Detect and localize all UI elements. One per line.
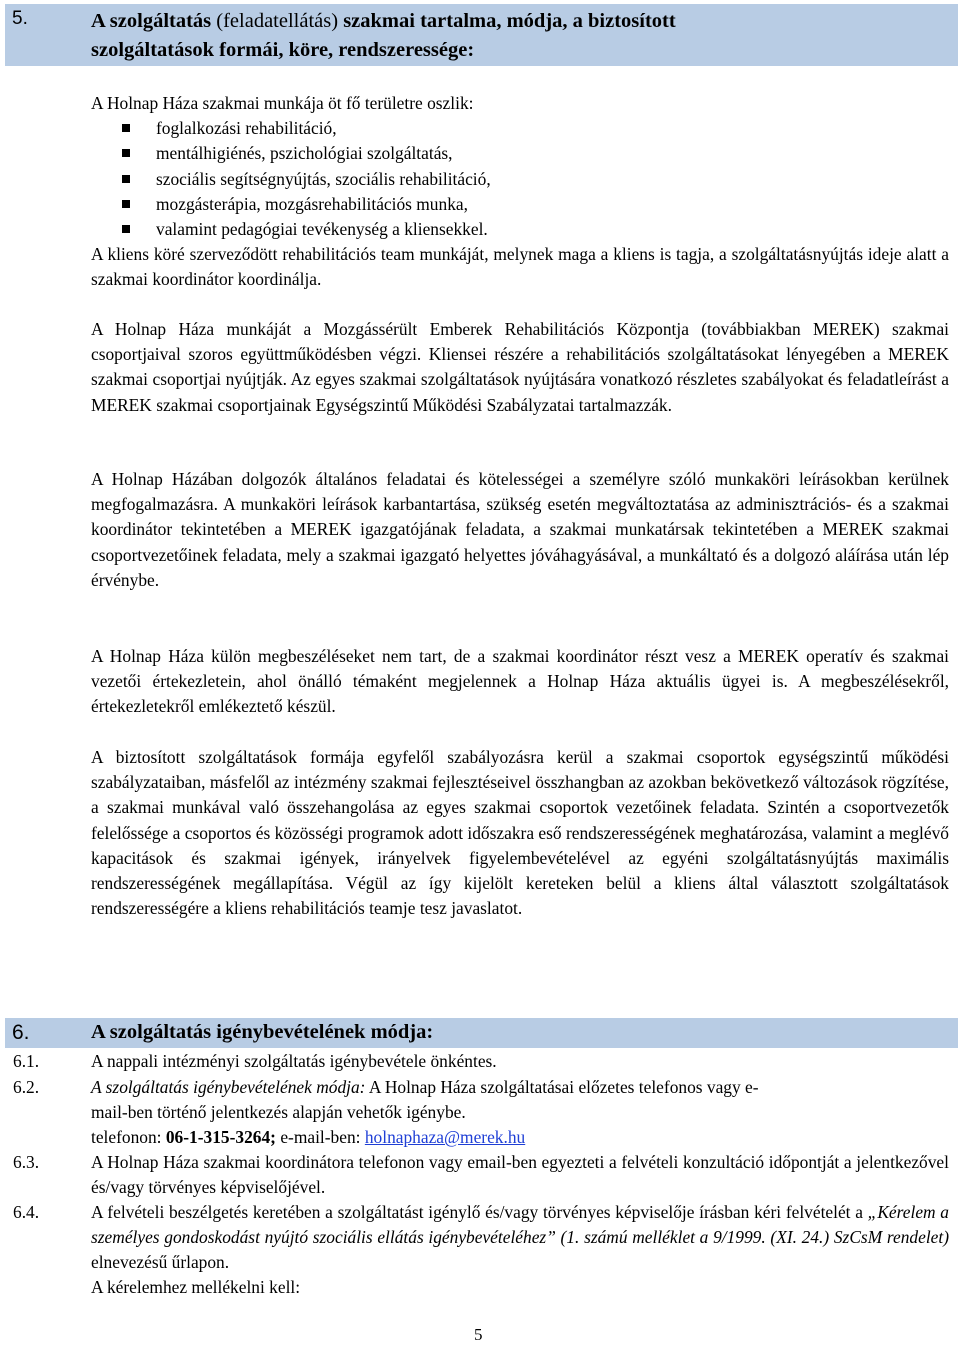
section-5-title-part2: (feladatellátás) (211, 10, 344, 32)
list-item: foglalkozási rehabilitáció, (122, 116, 491, 141)
section-6-title: A szolgáltatás igénybevételének módja: (91, 1021, 434, 1043)
square-bullet-icon (122, 124, 130, 132)
list-item: szociális segítségnyújtás, szociális rehabilitáció, (122, 167, 491, 192)
item-6-3-number: 6.3. (13, 1152, 40, 1172)
item-6-4-part-c: A kérelemhez mellékelni kell: (91, 1277, 301, 1297)
page-number: 5 (474, 1325, 483, 1344)
item-6-2-line1: A Holnap Háza szolgáltatásai előzetes telefonos vagy e- (365, 1077, 759, 1097)
section-5-title-part3: szakmai tartalma, módja, a biztosított (343, 10, 676, 32)
list-item: valamint pedagógiai tevékenység a kliensekkel. (122, 217, 491, 242)
intro-text: A Holnap Háza szakmai munkája öt fő területre oszlik: (91, 93, 474, 113)
section-5-title-line2: szolgáltatások formái, köre, rendszeressége: (91, 39, 475, 61)
section-5-title-part1: A szolgáltatás (91, 10, 212, 32)
item-6-2-text (91, 1075, 949, 1150)
item-6-2-line2: mail-ben történő jelentkezés alapján vehetők igénybe. (91, 1102, 466, 1122)
phone-number: 06-1-315-3264; (165, 1127, 276, 1147)
square-bullet-icon (122, 175, 130, 183)
section-5-number: 5. (12, 8, 28, 29)
item-6-1-text: A nappali intézményi szolgáltatás igénybevétele önkéntes. (91, 1051, 497, 1071)
item-6-1-number: 6.1. (13, 1051, 40, 1071)
section-6-number: 6. (12, 1021, 30, 1044)
list-item: mentálhigiénés, pszichológiai szolgáltatás, (122, 141, 491, 166)
item-6-2-label: A szolgáltatás igénybevételének módja: (91, 1077, 366, 1097)
item-6-2-number: 6.2. (13, 1077, 40, 1097)
item-6-3-text: A Holnap Háza szakmai koordinátora telefonon vagy email-ben egyezteti a felvételi konzultáció időpontját a jelentkezővel és/vagy törvényes képviselőjével. (91, 1152, 949, 1197)
paragraph-team: A kliens köré szerveződött rehabilitációs team munkáját, melynek maga a kliens is tagja, a szolgáltatásnyújtás ideje alatt a szakmai koordinátor koordinálja. (91, 244, 949, 290)
item-6-4-text (91, 1200, 949, 1300)
item-6-4-part-b: elnevezésű űrlapon. (91, 1252, 230, 1272)
item-6-4-part-a: A felvételi beszélgetés keretében a szolgáltatást igénylő és/vagy törvényes képviselője írásban kéri felvételét a (91, 1202, 868, 1222)
email-link[interactable]: holnaphaza@merek.hu (364, 1127, 526, 1147)
square-bullet-icon (122, 149, 130, 157)
section-5-title (91, 7, 676, 65)
phone-label: telefonon: (91, 1127, 166, 1147)
item-6-4-form-name: „Kérelem a személyes gondoskodást nyújtó szociális ellátás igénybevételéhez” (1. számú melléklet a 9/1999. (XI. 24.) SzCsM rendelet) (91, 1202, 949, 1247)
paragraph-merek: A Holnap Háza munkáját a Mozgássérült Emberek Rehabilitációs Központja (továbbiakban MEREK) szakmai csoportjaival szoros együttműködésben végzi. Kliensei részére a rehabilitációs szolgáltatásokat lényegében a MEREK szakmai csoportjai nyújtják. Az egyes szakmai szolgáltatások nyújtására vonatkozó részletes szabályokat és feladatleírást a MEREK szakmai csoportjainak Egységszintű Működési Szabályzatai tartalmazzák. (91, 319, 949, 415)
paragraph-services: A biztosított szolgáltatások formája egyfelől szabályozásra kerül a szakmai csoportok egységszintű működési szabályzataiban, másfelől az intézmény szakmai fejlesztéseivel összhangban az azokban bekövetkező változások rögzítése, a szakmai munkával való összehangolása az egyes szakmai csoportok vezetőinek feladata. Szintén a csoportvezetők felelőssége a csoportos és közösségi programok adott időszakra eső rendszerességének meghatározása, valamint a meglévő kapacitások és szakmai igények, irányelvek figyelembevételével az egyéni szolgáltatásnyújtás maximális rendszerességének megállapítása. Végül az így kijelölt kereteken belül a kliens által választott szolgáltatások rendszerességére a kliens rehabilitációs teamje tesz javaslatot. (91, 747, 949, 919)
paragraph-duties: A Holnap Házában dolgozók általános feladatai és kötelességei a személyre szóló munkaköri leírásokban kerülnek megfogalmazásra. A munkaköri leírások karbantartása, szükség esetén megváltoztatása az adminisztrációs- és a szakmai koordinátor tekintetében a MEREK igazgatójának feladata, a szakmai munkatársak tekintetében a MEREK szakmai csoportvezetőinek feladata, mely a szakmai igazgató helyettes jóváhagyásával, a munkáltató és a dolgozó aláírása után lép érvénybe. (91, 469, 949, 590)
item-6-4-number: 6.4. (13, 1202, 40, 1222)
areas-list (122, 116, 491, 242)
square-bullet-icon (122, 200, 130, 208)
email-label: e-mail-ben: (275, 1127, 365, 1147)
square-bullet-icon (122, 225, 130, 233)
section-6-header (5, 1018, 958, 1048)
paragraph-meetings: A Holnap Háza külön megbeszéléseket nem tart, de a szakmai koordinátor részt vesz a MEREK operatív és szakmai vezetői értekezletein, ahol önálló témaként megjelennek a Holnap Háza aktuális ügyei is. A megbeszélésekről, értekezletekről emlékeztető készül. (91, 646, 949, 717)
list-item: mozgásterápia, mozgásrehabilitációs munka, (122, 192, 491, 217)
section-5-header (5, 4, 958, 66)
